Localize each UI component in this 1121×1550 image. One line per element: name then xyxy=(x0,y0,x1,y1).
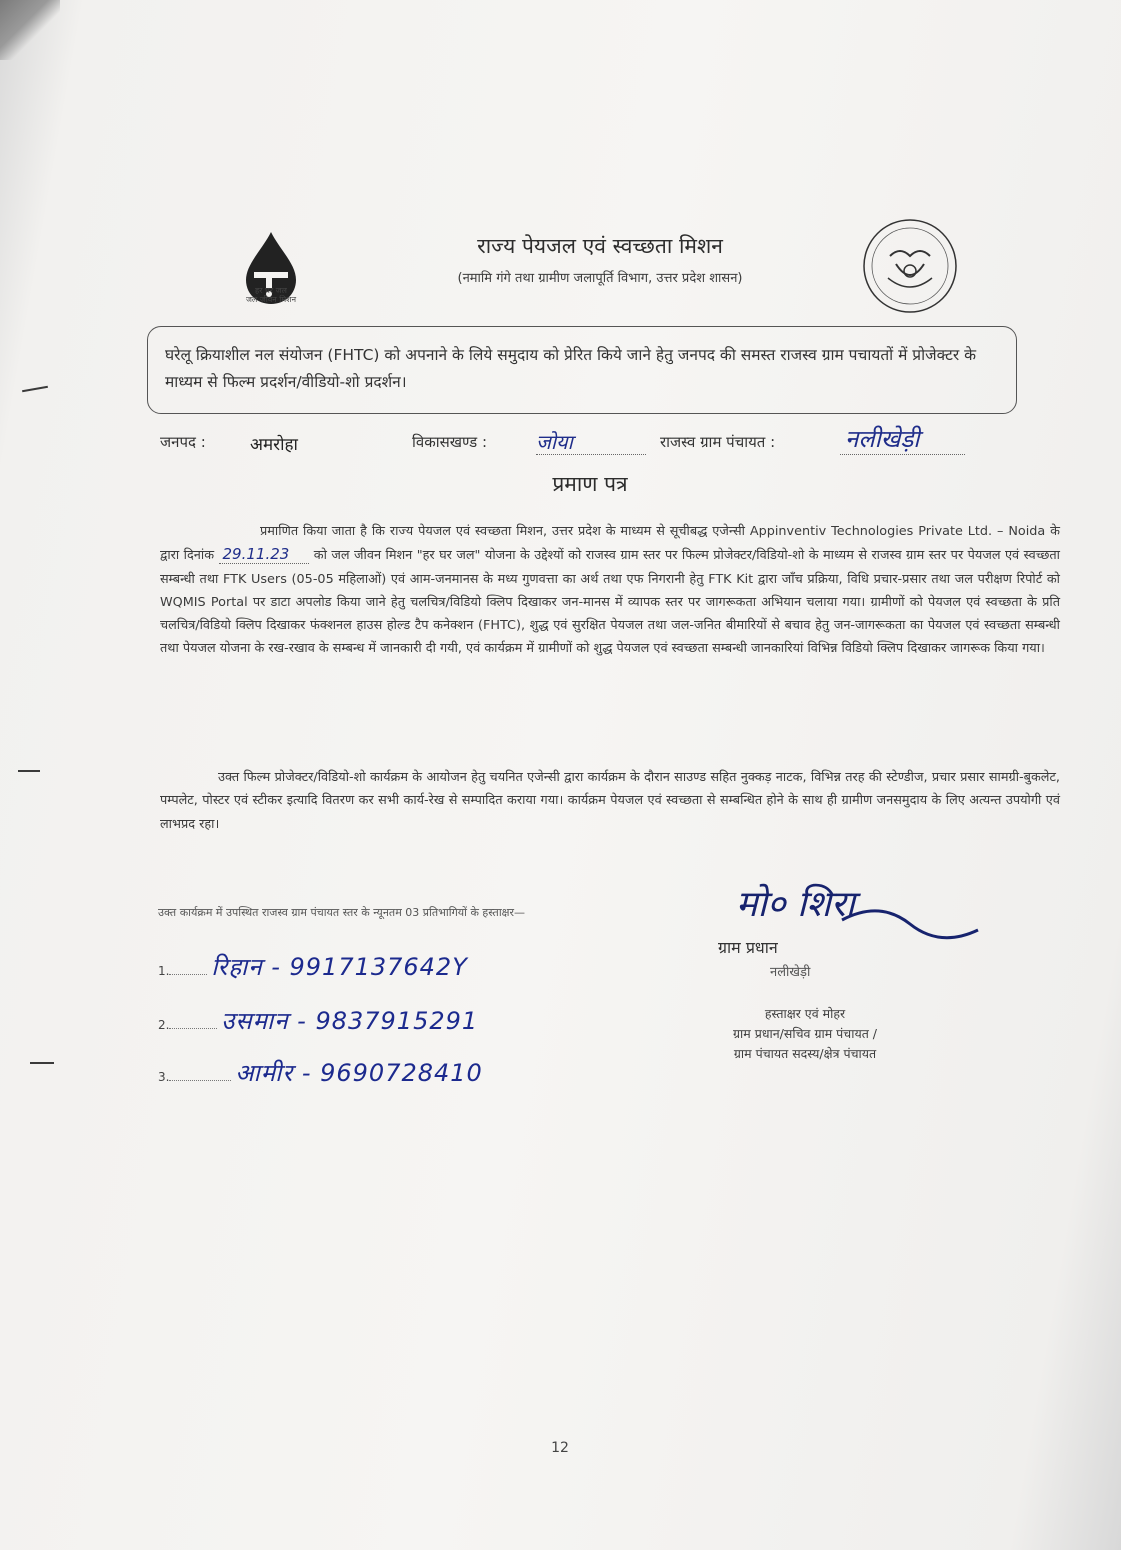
attendee-number: 3. xyxy=(158,1070,170,1084)
signatory-caption xyxy=(680,1004,930,1064)
signature-stroke xyxy=(840,890,980,950)
mission-title: राज्य पेयजल एवं स्वच्छता मिशन xyxy=(477,234,723,258)
page-number: 12 xyxy=(551,1440,569,1456)
certificate-paragraph-2: उक्त फिल्म प्रोजेक्टर/विडियो-शो कार्यक्रम के आयोजन हेतु चयनित एजेन्सी द्वारा कार्यक्रम के दौरान साउण्ड सहित नुक्कड़ नाटक, विभिन्न तरह की स्टेण्डीज, प्रचार प्रसार सामग्री-बुकलेट, पम्पलेट, पोस्टर एवं स्टीकर इत्यादि वितरण कर सभी कार्य-रेख से सम्पादित कराया गया। कार्यक्रम पेयजल एवं स्वच्छता से सम्बन्धित होने के साथ ही ग्रामीण जनसमुदाय के लिए अत्यन्त उपयोगी एवं लाभप्रद रहा। xyxy=(160,770,1060,832)
attendee-entry: रिहान - 9917137642Y xyxy=(211,953,468,981)
logo-caption-1: हर घर जल xyxy=(255,286,287,295)
block-label: विकासखण्ड : xyxy=(412,433,488,451)
margin-mark xyxy=(22,386,48,392)
district-value-text: अमरोहा xyxy=(250,435,298,455)
attendee-number: 2. xyxy=(158,1018,170,1032)
block-value: जोया xyxy=(536,430,573,454)
caption-line-3: ग्राम पंचायत सदस्य/क्षेत्र पंचायत xyxy=(733,1046,877,1061)
signatory-signature: मो० शिरा xyxy=(736,884,855,925)
panchayat-dotted-line xyxy=(840,454,965,455)
stamp-line-2: नलीखेड़ी xyxy=(770,965,811,980)
panchayat-value: नलीखेड़ी xyxy=(845,425,920,453)
signatory-stamp xyxy=(680,870,940,1000)
stamp-line-1: ग्राम प्रधान xyxy=(718,938,778,957)
page-fold-shadow xyxy=(0,0,60,60)
certificate-paragraph-1 xyxy=(160,520,1060,661)
attendee-entry: आमीर - 9690728410 xyxy=(235,1059,483,1087)
paragraph-1-part-b: को जल जीवन मिशन "हर घर जल" योजना के उद्देश्यों को राजस्व ग्राम स्तर पर फिल्म प्रोजेक्टर/विडियो-शो के माध्यम से राजस्व ग्राम स्तर पर पेयजल एवं स्वच्छता सम्बन्धी तथा FTK Users (05-05 महिलाओं) एवं आम-जनमानस के मध्य गुणवत्ता का अर्थ तथा एफ निगरानी हेतु FTK Kit द्वारा जाँच प्रक्रिया, विधि प्रचार-प्रसार तथा जल परीक्षण रिपोर्ट को WQMIS Portal पर डाटा अपलोड किया जाने हेतु चलचित्र/विडियो क्लिप दिखाकर जन-मानस में व्यापक स्तर पर जागरूकता अभियान चलाया गया। ग्रामीणों को पेयजल एवं स्वच्छता के प्रति चलचित्र/विडियो क्लिप दिखाकर फंक्शनल हाउस होल्ड टैप कनेक्शन (FHTC), शुद्ध एवं सुरक्षित पेयजल तथा जल-जनित बीमारियों से बचाव हेतु जन-जागरूकता का पेयजल एवं स्वच्छता सम्बन्धी तथा पेयजल योजना के रख-रखाव के सम्बन्ध में जानकारी दी गयी, एवं कार्यक्रम में ग्रामीणों को शुद्ध पेयजल एवं स्वच्छता सम्बन्धी जानकारियां विभिन्न विडियो क्लिप दिखाकर जागरूक किया गया। xyxy=(160,548,1060,657)
up-government-seal xyxy=(860,216,960,316)
program-date: 29.11.23 xyxy=(219,545,310,564)
district-label: जनपद : xyxy=(160,433,206,451)
subject-text: घरेलू क्रियाशील नल संयोजन (FHTC) को अपनाने के लिये समुदाय को प्रेरित किये जाने हेतु जनपद की समस्त राजस्व ग्राम पचायतों में प्रोजेक्टर के माध्यम से फिल्म प्रदर्शन/वीडियो-शो प्रदर्शन। xyxy=(165,346,977,391)
logo-caption-2: जल जीवन मिशन xyxy=(245,295,297,304)
attendee-row-3 xyxy=(158,1056,483,1089)
caption-line-1: हस्ताक्षर एवं मोहर xyxy=(764,1006,846,1021)
mission-subtitle: (नमामि गंगे तथा ग्रामीण जलापूर्ति विभाग, उत्तर प्रदेश शासन) xyxy=(457,271,743,286)
attendee-entry: उसमान - 9837915291 xyxy=(221,1007,479,1035)
certificate-heading: प्रमाण पत्र xyxy=(552,472,628,496)
caption-line-2: ग्राम प्रधान/सचिव ग्राम पंचायत / xyxy=(732,1026,878,1041)
har-ghar-jal-logo xyxy=(232,228,310,320)
attendee-note: उक्त कार्यक्रम में उपस्थित राजस्व ग्राम पंचायत स्तर के न्यूनतम 03 प्रतिभागियों के हस्ताक्षर— xyxy=(158,906,526,919)
attendee-row-2 xyxy=(158,1004,478,1037)
margin-mark xyxy=(30,1062,54,1064)
attendee-number: 1. xyxy=(158,964,170,978)
panchayat-label: राजस्व ग्राम पंचायत : xyxy=(660,433,776,451)
attendee-row-1 xyxy=(158,950,468,983)
district-value xyxy=(250,432,298,455)
paragraph-1-part-a: प्रमाणित किया जाता है कि राज्य पेयजल एवं स्वच्छता मिशन, उत्तर प्रदेश के माध्यम से सूचीबद्ध एजेन्सी Appinventiv Technologies Private Ltd. – Noida के द्वारा दिनांक xyxy=(160,524,1060,564)
block-dotted-line xyxy=(536,454,646,455)
margin-mark xyxy=(18,770,40,772)
